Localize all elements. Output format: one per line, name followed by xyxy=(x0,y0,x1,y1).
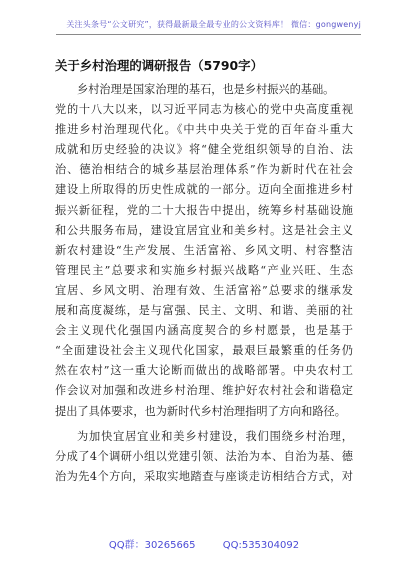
text-line: 党的十八大以来，以习近平同志为核心的党中央高度重视 xyxy=(55,103,353,117)
text-line: 管理民主”总要求和实施乡村振兴战略“产业兴旺、生态 xyxy=(55,263,353,277)
text-line: 治为先4个方向，采取实地踏查与座谈走访相结合方式，对 xyxy=(55,469,353,483)
text-line: 成就和历史经验的决议》将“健全党组织领导的自治、法 xyxy=(55,143,353,157)
text-line: 新农村建设“生产发展、生活富裕、乡风文明、村容整洁 xyxy=(55,243,353,257)
text-line: 建设上所取得的历史性成就的一部分。迈向全面推进乡村 xyxy=(55,183,353,197)
text-line: 然在农村”这一重大论断而做出的战略部署。中央农村工 xyxy=(55,364,353,378)
paragraph-1 xyxy=(55,80,353,422)
text-line: 提出了具体要求，也为新时代乡村治理指明了方向和路径。 xyxy=(55,404,346,418)
paragraph-2 xyxy=(55,427,353,487)
text-line: 作会议对加强和改进乡村治理、维护好农村社会和谐稳定 xyxy=(55,384,353,398)
text-line: 治、德治相结合的城乡基层治理体系”作为新时代在社会 xyxy=(55,163,353,177)
text-line: 会主义现代化强国内涵高度契合的乡村愿景，也是基于 xyxy=(55,324,353,338)
text-line: “全面建设社会主义现代化国家，最艰巨最繁重的任务仍 xyxy=(55,344,353,358)
text-line: 振兴新征程，党的二十大报告中提出，统筹乡村基础设施 xyxy=(55,203,353,217)
text-line: 宜居、乡风文明、治理有效、生活富裕”总要求的继承发 xyxy=(55,283,353,297)
text-line: 乡村治理是国家治理的基石，也是乡村振兴的基础。 xyxy=(77,83,335,96)
document-body xyxy=(55,80,353,487)
text-line: 推进乡村治理现代化。《中共中央关于党的百年奋斗重大 xyxy=(55,123,353,137)
text-line: 和公共服务布局，建设宜居宜业和美乡村。这是社会主义 xyxy=(55,223,353,237)
text-line: 为加快宜居宜业和美乡村建设，我们围绕乡村治理， xyxy=(77,429,353,443)
footer-qq-group: QQ群：30265665 xyxy=(108,540,196,551)
page-footer xyxy=(0,536,408,551)
footer-qq: QQ:535304092 xyxy=(222,540,300,551)
header-text: 关注头条号“公文研究”，获得最新最全最专业的公文资料库！ 微信：gongwenyj xyxy=(66,20,361,29)
text-line: 分成了4个调研小组以党建引领、法治为本、自治为基、德 xyxy=(55,449,353,463)
document-title: 关于乡村治理的调研报告（5790字） xyxy=(55,58,263,73)
text-line: 展和高度凝练，是与富强、民主、文明、和谐、美丽的社 xyxy=(55,304,353,318)
page-header xyxy=(56,18,361,35)
